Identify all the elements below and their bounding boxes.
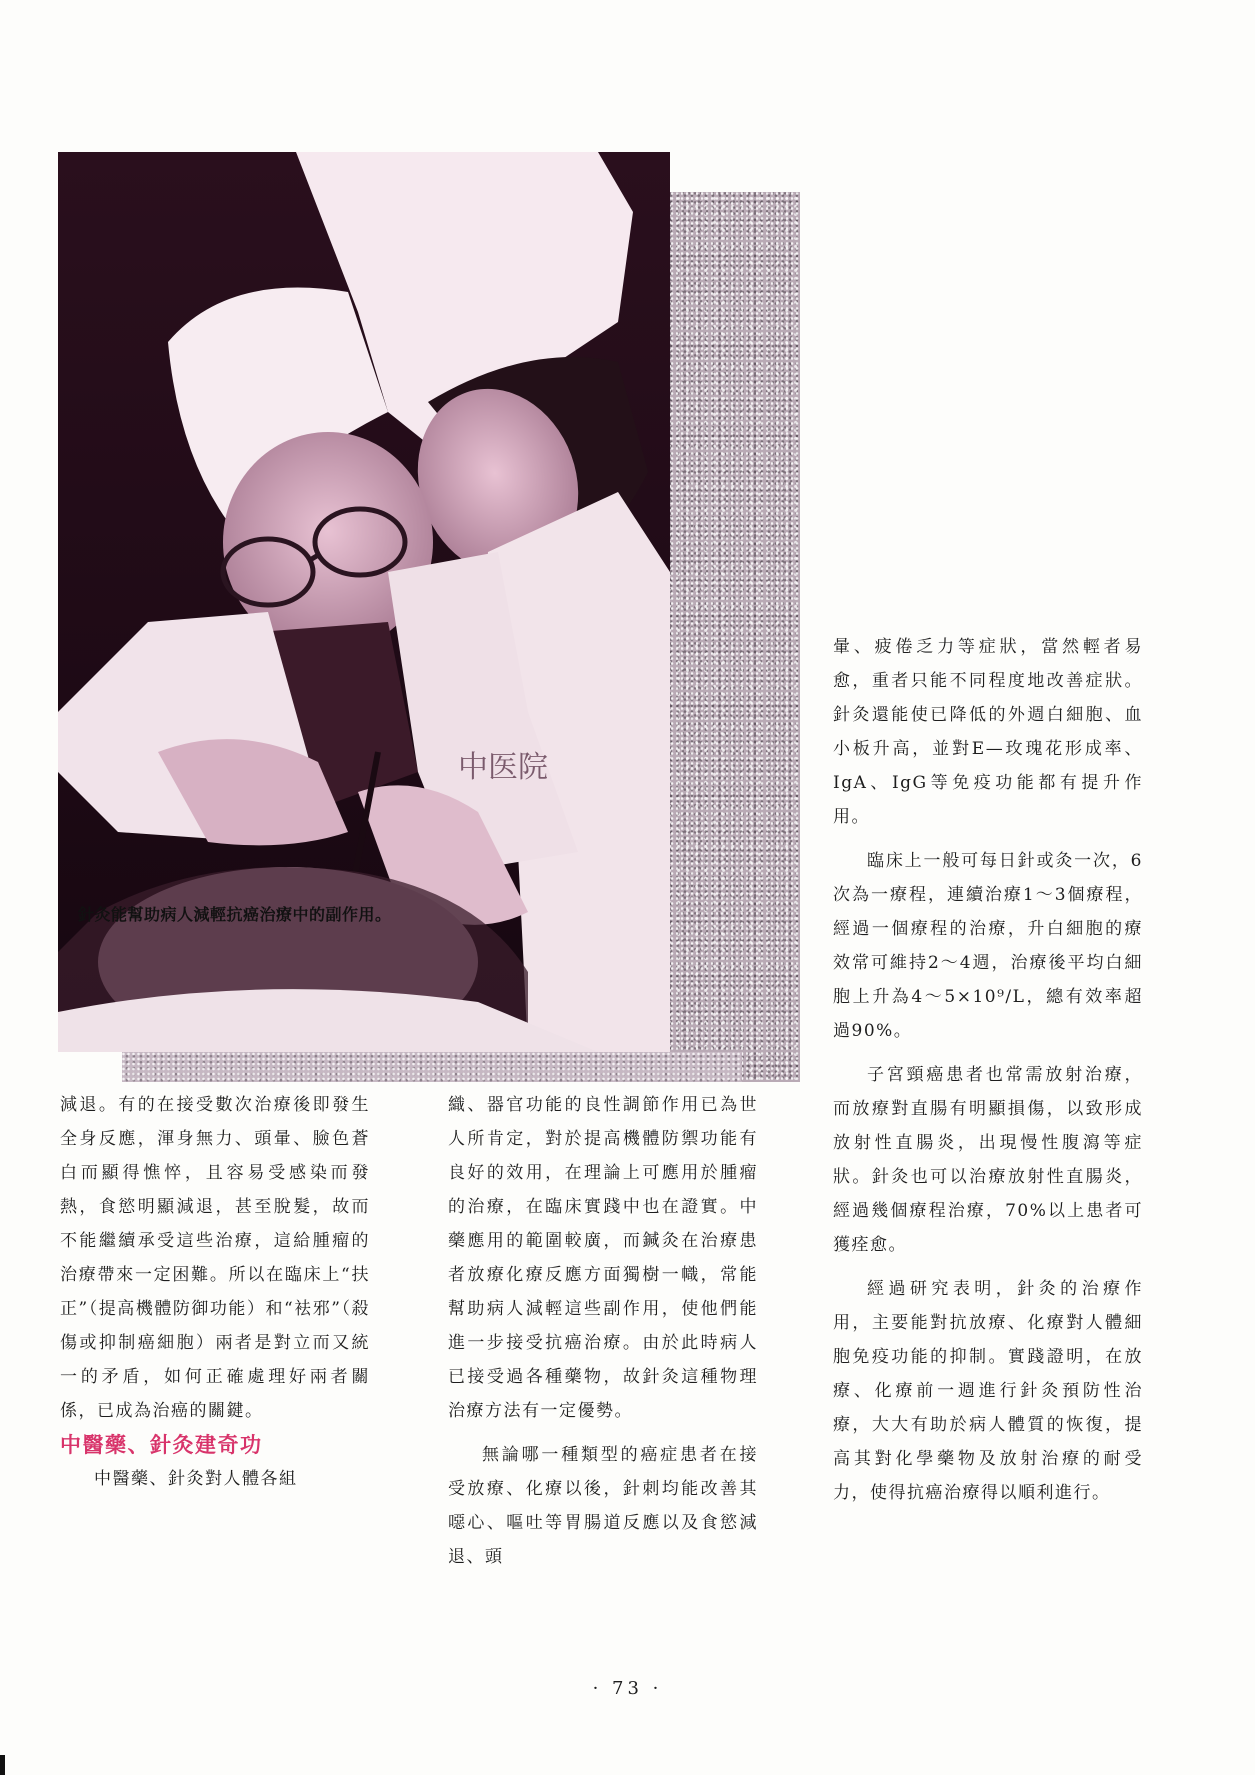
coat-text: 中医院 (458, 750, 548, 785)
page-number: · 73 · (592, 1678, 663, 1699)
scan-edge-mark (0, 1755, 5, 1775)
paragraph: 中醫藥、針灸對人體各組 (94, 1469, 298, 1489)
paragraph: 經過研究表明，針灸的治療作用，主要能對抗放療、化療對人體細胞免疫功能的抑制。實踐證明，在放療、化療前一週進行針灸預防性治療，大大有助於病人體質的恢復，提高其對化學藥物及放射治療的耐受力，使得抗癌治療得以順利進行。 (833, 1279, 1143, 1503)
photo-block (58, 152, 742, 1082)
paragraph: 織、器官功能的良性調節作用已為世人所肯定，對於提高機體防禦功能有良好的效用，在理論上可應用於腫瘤的治療，在臨床實踐中也在證實。中藥應用的範圍較廣，而鍼灸在治療患者放療化療反應方面獨樹一幟，常能幫助病人減輕這些副作用，使他們能進一步接受抗癌治療。由於此時病人已接受過各種藥物，故針灸這種物理治療方法有一定優勢。 (448, 1095, 758, 1421)
column-3 (833, 630, 1143, 1510)
paragraph: 子宮頸癌患者也常需放射治療，而放療對直腸有明顯損傷，以致形成放射性直腸炎，出現慢性腹瀉等症狀。針灸也可以治療放射性直腸炎，經過幾個療程治療，70%以上患者可獲痊愈。 (833, 1065, 1143, 1255)
paragraph: 臨床上一般可每日針或灸一次，6次為一療程，連續治療1～3個療程，經過一個療程的治療，升白細胞的療效常可維持2～4週，治療後平均白細胞上升為4～5×10⁹/L，總有效率超過90%。 (833, 851, 1143, 1041)
caption-strip (122, 1052, 742, 1082)
paragraph: 無論哪一種類型的癌症患者在接受放療、化療以後，針刺均能改善其噁心、嘔吐等胃腸道反應以及食慾減退、頭 (448, 1445, 758, 1567)
paragraph: 暈、疲倦乏力等症狀，當然輕者易愈，重者只能不同程度地改善症狀。針灸還能使已降低的外週白細胞、血小板升高，並對E—玫瑰花形成率、IgA、IgG等免疫功能都有提升作用。 (833, 637, 1143, 827)
section-heading: 中醫藥、針灸建奇功 (60, 1433, 263, 1457)
speckle-border (666, 192, 800, 1082)
column-2 (448, 1088, 758, 1574)
paragraph: 減退。有的在接受數次治療後即發生全身反應，渾身無力、頭暈、臉色蒼白而顯得憔悴，且容易受感染而發熱，食慾明顯減退，甚至脫髮，故而不能繼續承受這些治療，這給腫瘤的治療帶來一定困難。所以在臨床上“扶正”（提高機體防御功能）和“袪邪”（殺傷或抑制癌細胞）兩者是對立而又統一的矛盾，如何正確處理好兩者關係，已成為治癌的關鍵。 (60, 1095, 370, 1421)
column-1 (60, 1088, 370, 1496)
photo-caption: 針灸能幫助病人減輕抗癌治療中的副作用。 (78, 905, 392, 924)
